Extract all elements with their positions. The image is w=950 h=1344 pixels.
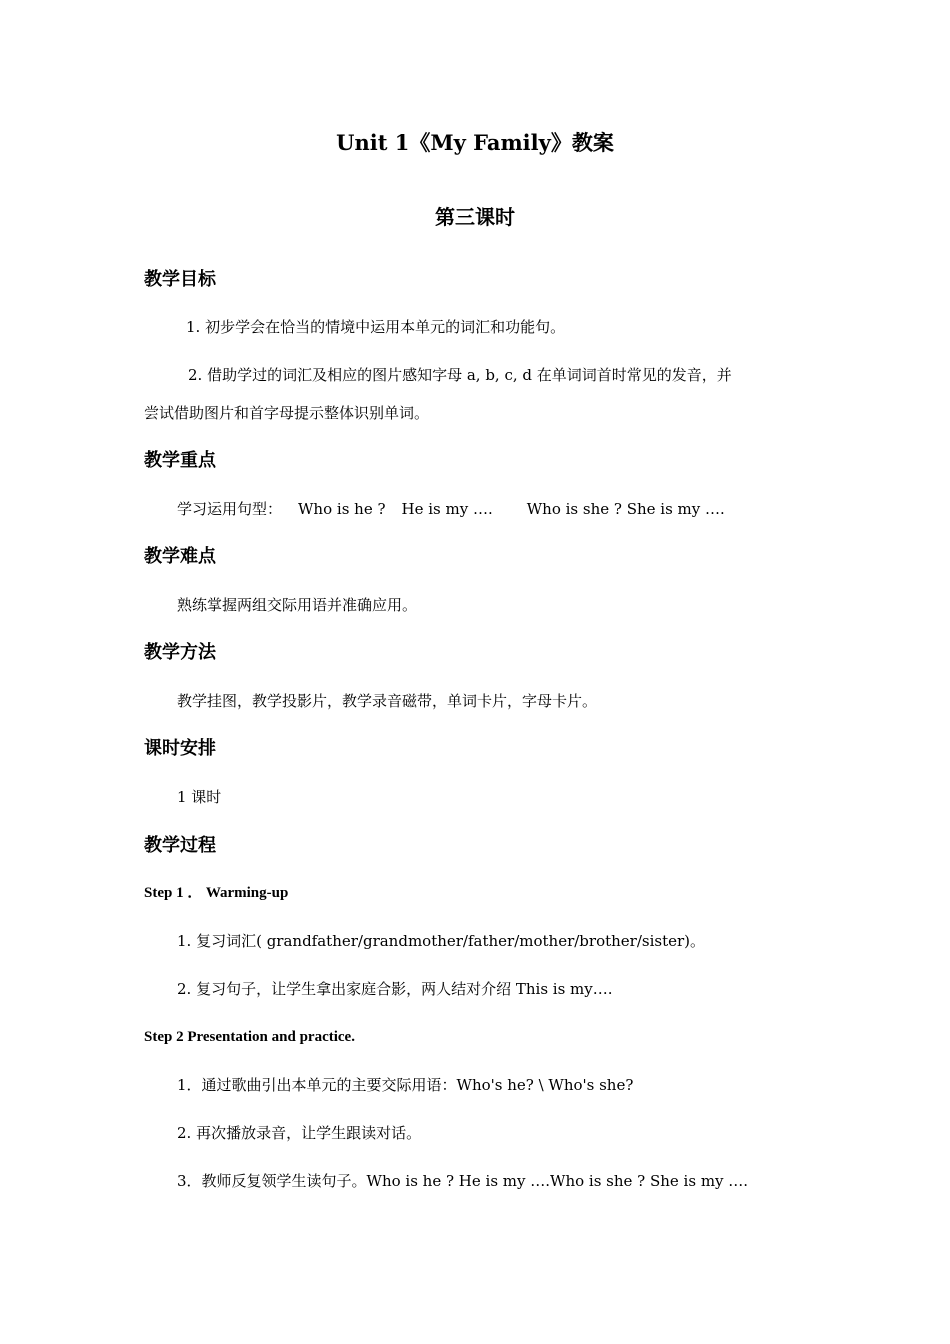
step-2-item-2: 2. 再次播放录音，让学生跟读对话。 — [177, 1124, 422, 1142]
document-title: Unit 1《My Family》教案 — [336, 130, 614, 155]
step-1-item-1: 1. 复习词汇( grandfather/grandmother/father/mother/brother/sister)。 — [177, 932, 706, 950]
step-2-item-1: 1．通过歌曲引出本单元的主要交际用语：Who's he? \ Who's she? — [177, 1076, 634, 1094]
schedule-heading: 课时安排 — [144, 738, 216, 759]
key-points-text — [177, 502, 725, 517]
objective-item-1: 1. 初步学会在恰当的情境中运用本单元的词汇和功能句。 — [186, 318, 566, 336]
objective-item-2-line-1: 2. 借助学过的词汇及相应的图片感知字母 a, b, c, d 在单词词首时常见的发音，并 — [188, 366, 732, 384]
key-sentence-who-is-he: Who is he ? — [298, 500, 386, 518]
step-1-item-2: 2. 复习句子，让学生拿出家庭合影，两人结对介绍 This is my…. — [177, 980, 613, 998]
key-points-heading: 教学重点 — [144, 450, 216, 471]
key-sentence-who-is-she: Who is she ? She is my …. — [526, 500, 725, 518]
key-sentence-he-is-my: He is my …. — [401, 500, 493, 518]
difficulties-text: 熟练掌握两组交际用语并准确应用。 — [177, 596, 418, 614]
methods-text: 教学挂图，教学投影片，教学录音磁带，单词卡片，字母卡片。 — [177, 692, 598, 710]
objectives-heading: 教学目标 — [144, 269, 216, 290]
step-2-item-3: 3．教师反复领学生读句子。Who is he ? He is my ….Who is she ? She is my …. — [177, 1172, 749, 1190]
difficulties-heading: 教学难点 — [144, 546, 216, 567]
process-heading: 教学过程 — [144, 835, 216, 856]
step-1-title: Step 1 ． Warming-up — [144, 885, 289, 901]
schedule-text: 1 课时 — [177, 788, 222, 806]
step-2-title: Step 2 Presentation and practice. — [144, 1029, 355, 1045]
key-points-label: 学习运用句型： — [177, 500, 283, 518]
objective-item-2-line-2: 尝试借助图片和首字母提示整体识别单词。 — [144, 404, 430, 422]
lesson-subtitle: 第三课时 — [435, 205, 515, 229]
methods-heading: 教学方法 — [144, 642, 216, 663]
